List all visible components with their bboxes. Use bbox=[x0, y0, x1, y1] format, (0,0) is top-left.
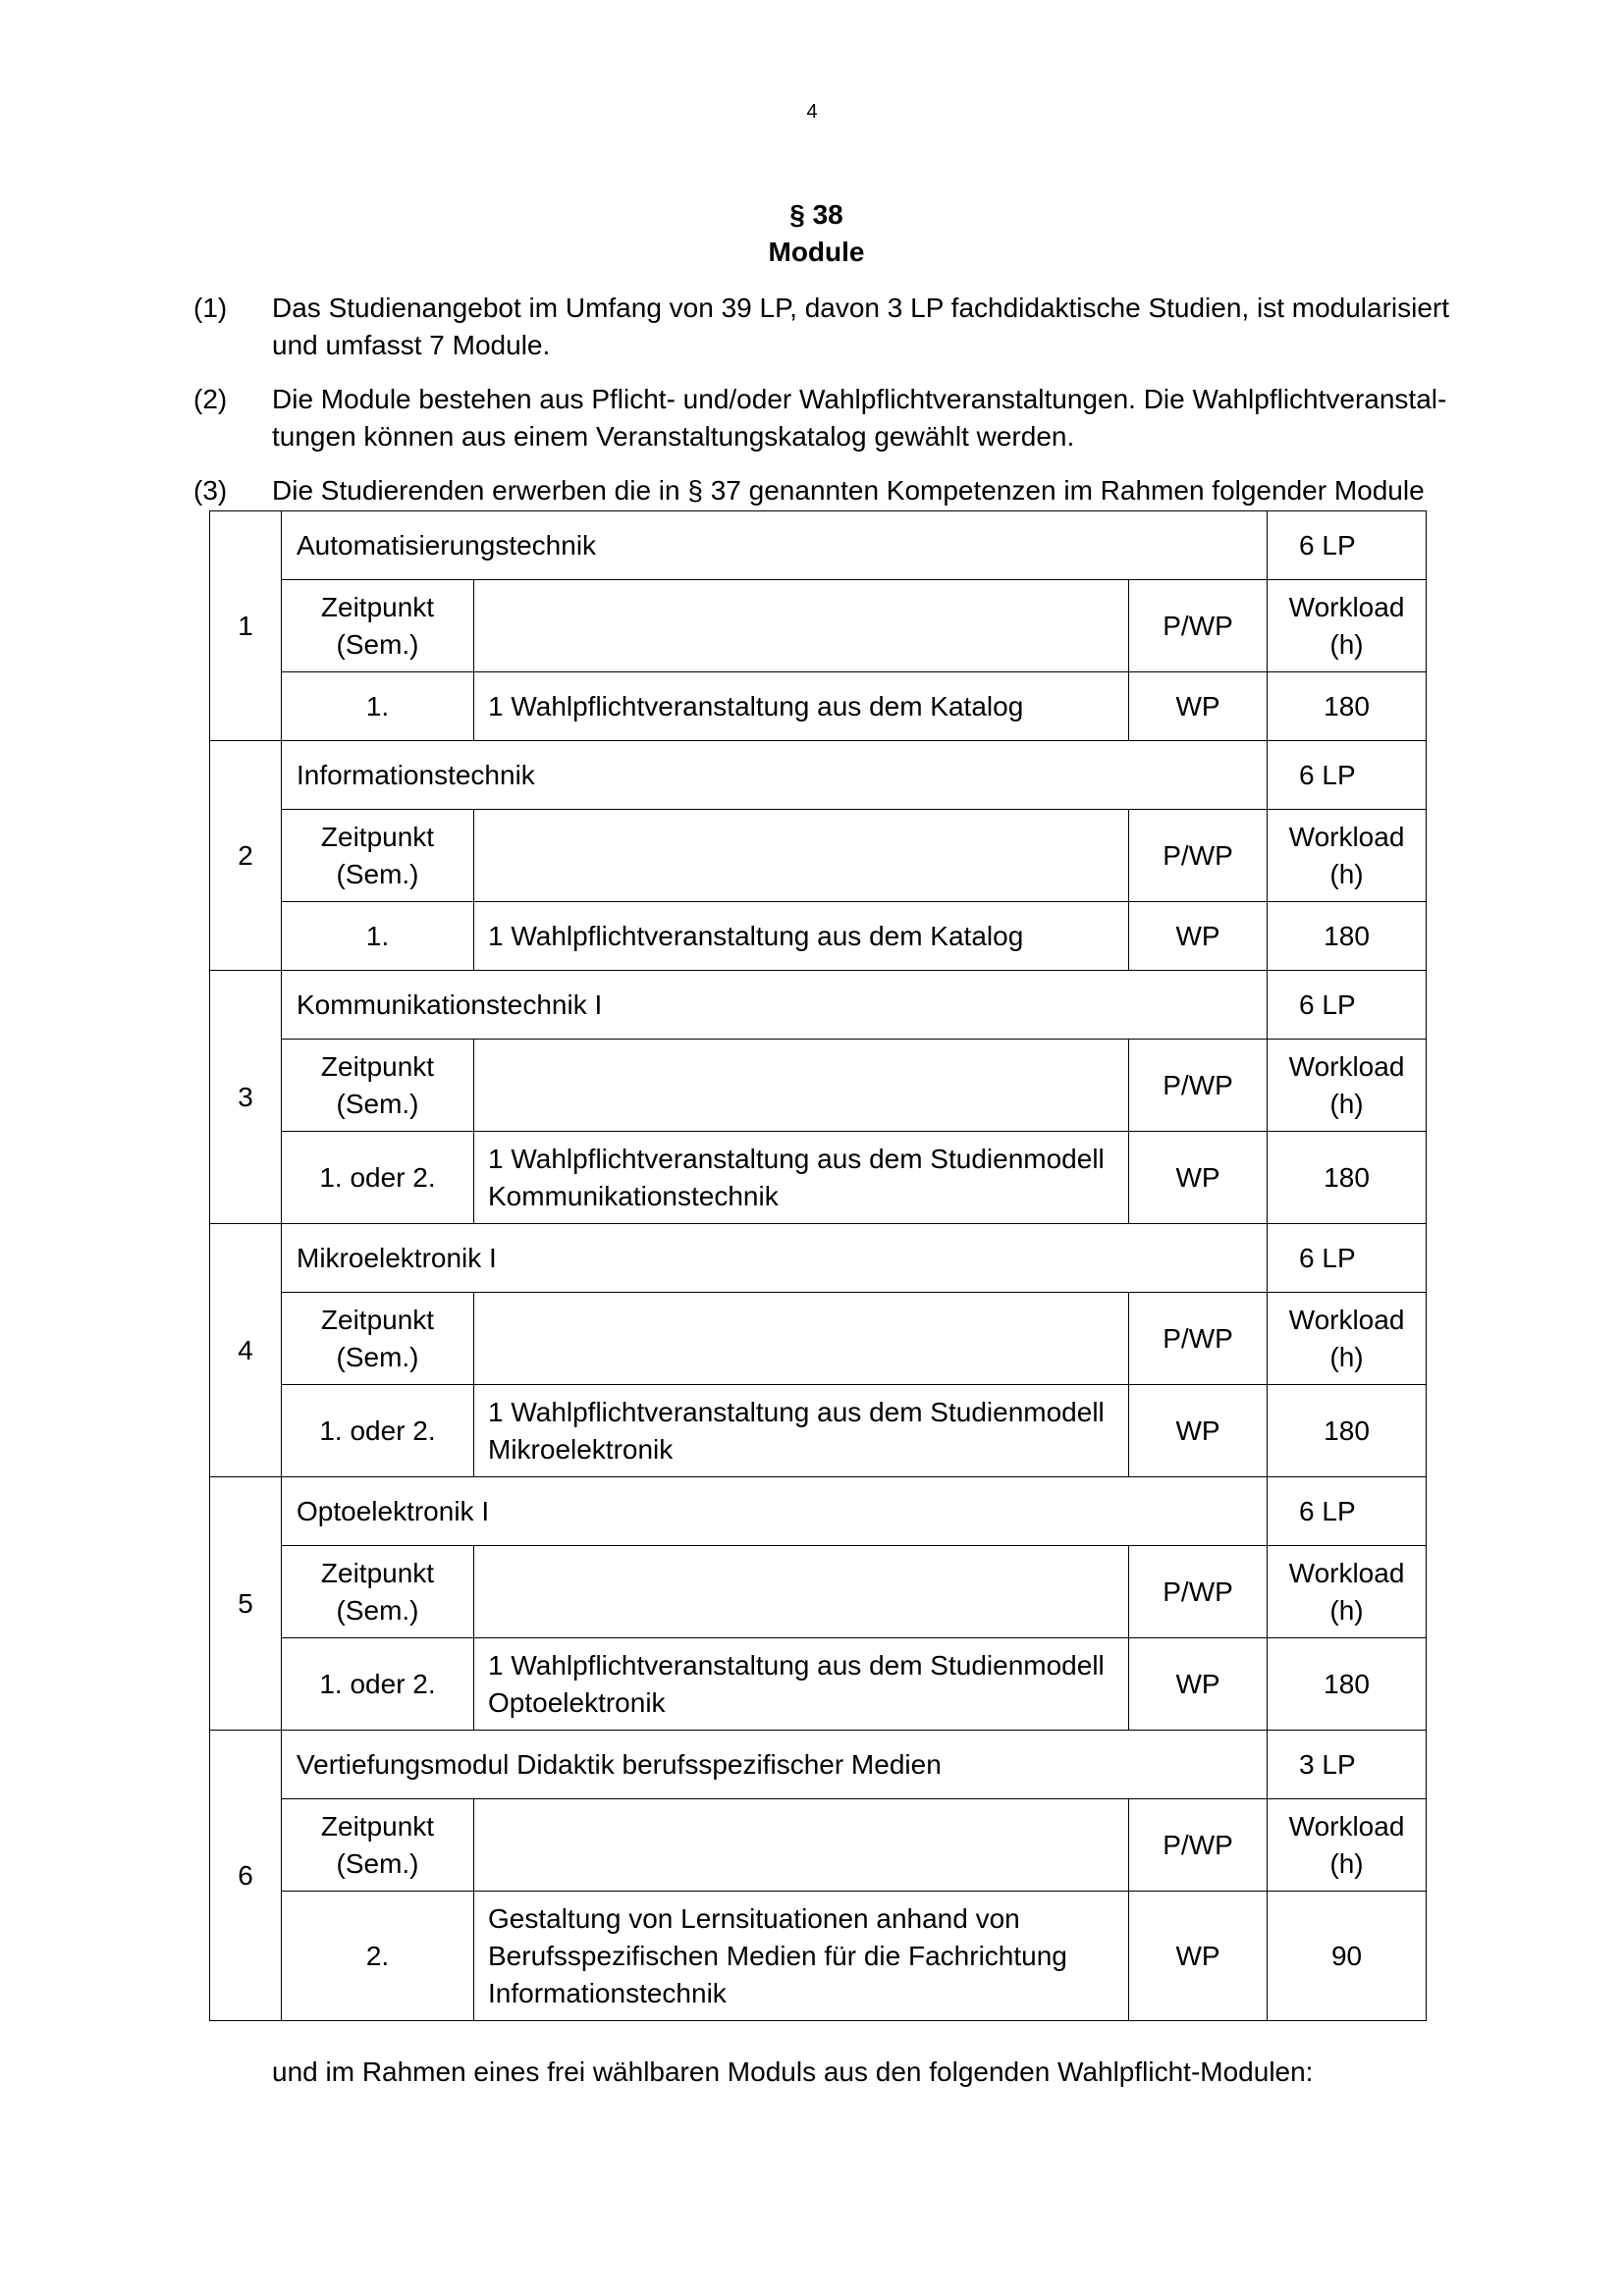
trailer-text: und im Rahmen eines frei wählbaren Moduls aus den folgenden Wahlpflicht-Modulen: bbox=[272, 2056, 1314, 2087]
page-number: 4 bbox=[806, 101, 818, 123]
course-pwp: WP bbox=[1129, 1638, 1268, 1731]
header-empty bbox=[474, 810, 1129, 902]
course-description: 1 Wahlpflichtveranstaltung aus dem Studienmodell Optoelektronik bbox=[474, 1638, 1129, 1731]
header-workload: Workload (h) bbox=[1268, 1293, 1427, 1385]
header-workload: Workload (h) bbox=[1268, 580, 1427, 672]
module-header-row bbox=[210, 1799, 1427, 1892]
module-course-row bbox=[210, 672, 1427, 741]
course-description: 1 Wahlpflichtveranstaltung aus dem Studienmodell Mikroelektronik bbox=[474, 1385, 1129, 1477]
course-zeitpunkt: 1. bbox=[282, 902, 474, 971]
header-empty bbox=[474, 1040, 1129, 1132]
module-course-row bbox=[210, 1385, 1427, 1477]
course-description: 1 Wahlpflichtveranstaltung aus dem Studienmodell Kommunikationstechnik bbox=[474, 1132, 1129, 1224]
module-course-row bbox=[210, 1638, 1427, 1731]
module-course-row bbox=[210, 902, 1427, 971]
module-header-row bbox=[210, 810, 1427, 902]
paragraph-number: (1) bbox=[193, 293, 228, 323]
module-number: 5 bbox=[210, 1477, 282, 1731]
course-description: 1 Wahlpflichtveranstaltung aus dem Katalog bbox=[474, 672, 1129, 741]
header-workload: Workload (h) bbox=[1268, 1799, 1427, 1892]
header-empty bbox=[474, 1799, 1129, 1892]
header-pwp: P/WP bbox=[1129, 1040, 1268, 1132]
module-title-row bbox=[210, 1477, 1427, 1546]
module-number: 4 bbox=[210, 1224, 282, 1477]
course-description: Gestaltung von Lernsituationen anhand von Berufsspezifischen Medien für die Fachrichtung Informationstechnik bbox=[474, 1892, 1129, 2021]
module-title-row bbox=[210, 511, 1427, 580]
paragraph-3 bbox=[193, 472, 1450, 509]
module-title-row bbox=[210, 971, 1427, 1040]
module-credits: 6 LP bbox=[1268, 1477, 1427, 1546]
module-course-row bbox=[210, 1892, 1427, 2021]
header-zeitpunkt: Zeitpunkt (Sem.) bbox=[282, 1293, 474, 1385]
module-header-row bbox=[210, 1546, 1427, 1638]
module-title: Automatisierungstechnik bbox=[282, 511, 1268, 580]
module-course-row bbox=[210, 1132, 1427, 1224]
module-title-row bbox=[210, 1224, 1427, 1293]
module-number: 2 bbox=[210, 741, 282, 971]
module-credits: 6 LP bbox=[1268, 511, 1427, 580]
module-header-row bbox=[210, 1293, 1427, 1385]
section-heading bbox=[0, 196, 1624, 271]
course-zeitpunkt: 1. oder 2. bbox=[282, 1638, 474, 1731]
header-zeitpunkt: Zeitpunkt (Sem.) bbox=[282, 810, 474, 902]
section-title: Module bbox=[768, 237, 865, 267]
course-pwp: WP bbox=[1129, 672, 1268, 741]
course-pwp: WP bbox=[1129, 1385, 1268, 1477]
header-empty bbox=[474, 1546, 1129, 1638]
header-empty bbox=[474, 580, 1129, 672]
header-pwp: P/WP bbox=[1129, 1293, 1268, 1385]
header-workload: Workload (h) bbox=[1268, 1040, 1427, 1132]
header-workload: Workload (h) bbox=[1268, 1546, 1427, 1638]
course-workload: 180 bbox=[1268, 1638, 1427, 1731]
module-table bbox=[209, 510, 1427, 2021]
module-credits: 6 LP bbox=[1268, 1224, 1427, 1293]
paragraph-text: Die Module bestehen aus Pflicht- und/oder Wahlpflichtveranstaltungen. Die Wahlpflichtveranstaltungen können aus einem Veranstaltungskatalog gewählt werden. bbox=[272, 384, 1447, 452]
section-number: § 38 bbox=[789, 199, 843, 230]
course-description: 1 Wahlpflichtveranstaltung aus dem Katalog bbox=[474, 902, 1129, 971]
course-workload: 180 bbox=[1268, 1132, 1427, 1224]
header-zeitpunkt: Zeitpunkt (Sem.) bbox=[282, 1546, 474, 1638]
module-title: Informationstechnik bbox=[282, 741, 1268, 810]
module-title: Mikroelektronik I bbox=[282, 1224, 1268, 1293]
header-zeitpunkt: Zeitpunkt (Sem.) bbox=[282, 1799, 474, 1892]
module-title-row bbox=[210, 1731, 1427, 1799]
course-zeitpunkt: 1. bbox=[282, 672, 474, 741]
module-header-row bbox=[210, 1040, 1427, 1132]
module-credits: 6 LP bbox=[1268, 971, 1427, 1040]
header-workload: Workload (h) bbox=[1268, 810, 1427, 902]
paragraph-1 bbox=[193, 290, 1450, 364]
course-workload: 180 bbox=[1268, 1385, 1427, 1477]
module-title: Vertiefungsmodul Didaktik berufsspezifischer Medien bbox=[282, 1731, 1268, 1799]
module-title: Kommunikationstechnik I bbox=[282, 971, 1268, 1040]
course-zeitpunkt: 2. bbox=[282, 1892, 474, 2021]
course-workload: 180 bbox=[1268, 672, 1427, 741]
header-zeitpunkt: Zeitpunkt (Sem.) bbox=[282, 580, 474, 672]
header-pwp: P/WP bbox=[1129, 580, 1268, 672]
module-number: 3 bbox=[210, 971, 282, 1224]
course-zeitpunkt: 1. oder 2. bbox=[282, 1385, 474, 1477]
header-zeitpunkt: Zeitpunkt (Sem.) bbox=[282, 1040, 474, 1132]
course-pwp: WP bbox=[1129, 1892, 1268, 2021]
module-title-row bbox=[210, 741, 1427, 810]
header-pwp: P/WP bbox=[1129, 1546, 1268, 1638]
paragraph-text: Das Studienangebot im Umfang von 39 LP, davon 3 LP fachdidaktische Studien, ist modularisiert und umfasst 7 Module. bbox=[272, 293, 1450, 360]
module-number: 6 bbox=[210, 1731, 282, 2021]
module-credits: 6 LP bbox=[1268, 741, 1427, 810]
course-workload: 180 bbox=[1268, 902, 1427, 971]
course-workload: 90 bbox=[1268, 1892, 1427, 2021]
paragraph-number: (2) bbox=[193, 384, 228, 414]
header-empty bbox=[474, 1293, 1129, 1385]
module-title: Optoelektronik I bbox=[282, 1477, 1268, 1546]
module-credits: 3 LP bbox=[1268, 1731, 1427, 1799]
paragraph-text: Die Studierenden erwerben die in § 37 genannten Kompetenzen im Rahmen folgender Module bbox=[272, 475, 1425, 506]
course-pwp: WP bbox=[1129, 1132, 1268, 1224]
header-pwp: P/WP bbox=[1129, 1799, 1268, 1892]
course-zeitpunkt: 1. oder 2. bbox=[282, 1132, 474, 1224]
paragraph-number: (3) bbox=[193, 475, 228, 506]
module-number: 1 bbox=[210, 511, 282, 741]
header-pwp: P/WP bbox=[1129, 810, 1268, 902]
module-header-row bbox=[210, 580, 1427, 672]
course-pwp: WP bbox=[1129, 902, 1268, 971]
paragraph-2 bbox=[193, 381, 1450, 455]
